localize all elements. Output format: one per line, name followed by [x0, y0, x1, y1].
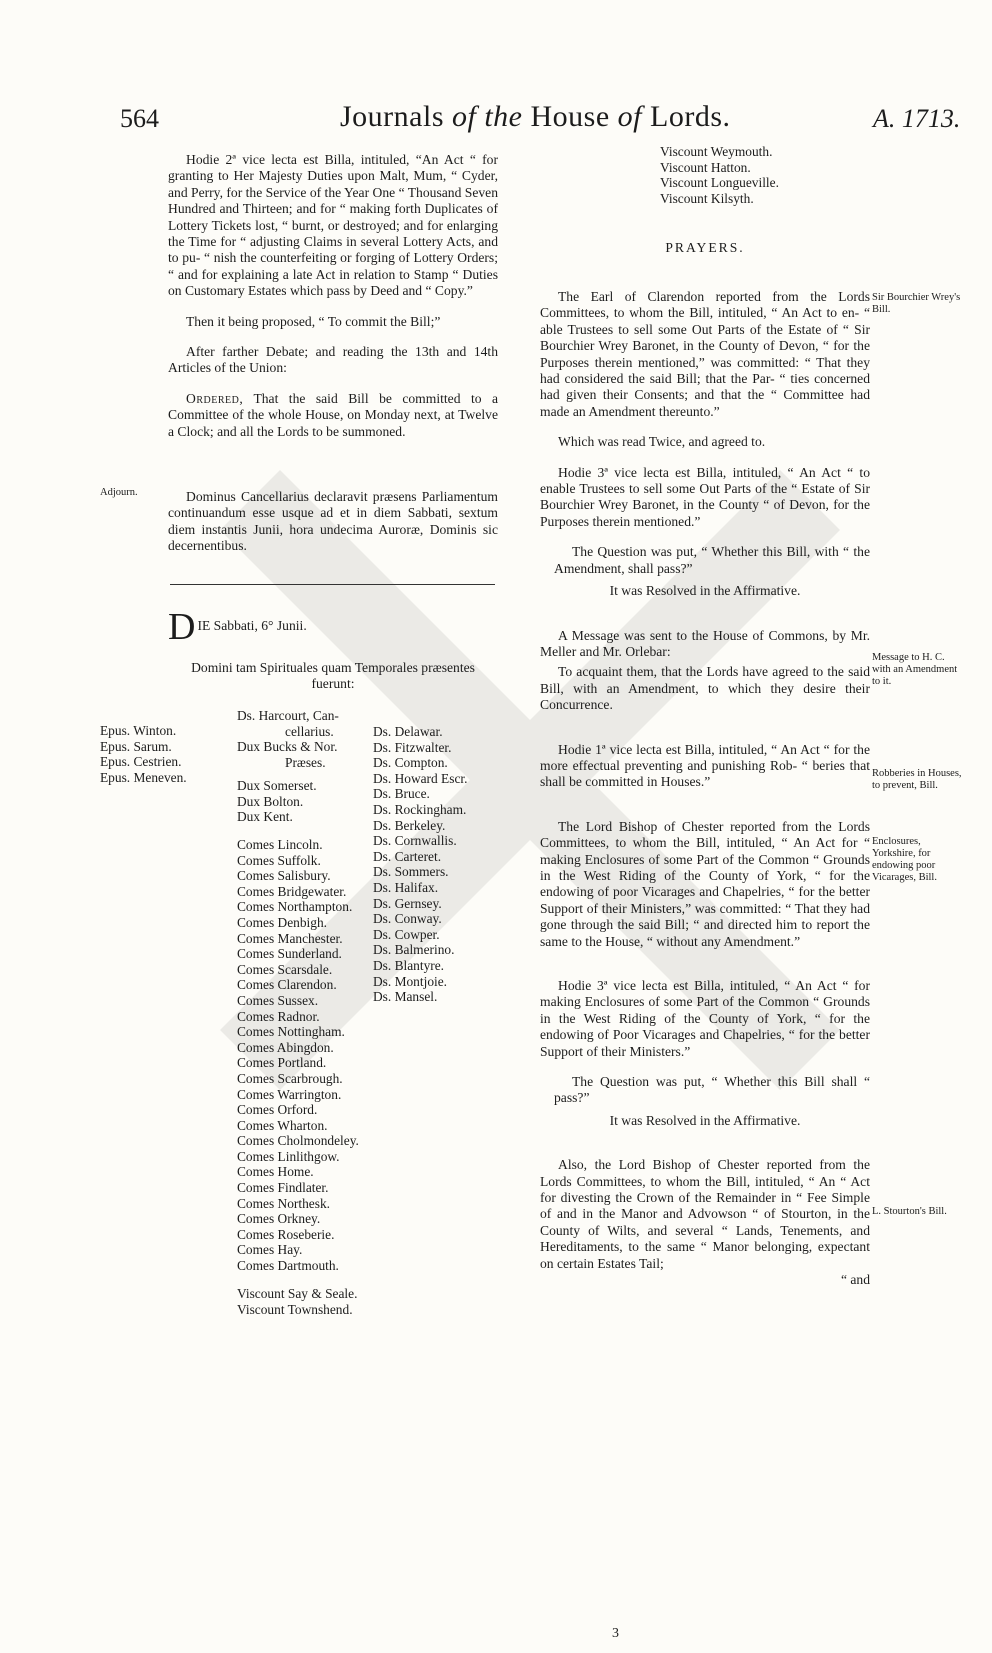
- list-item: Ds. Delawar.: [373, 724, 443, 739]
- bishops-list: [100, 723, 187, 785]
- officers-list: [237, 708, 339, 770]
- list-item: Ds. Cornwallis.: [373, 833, 457, 849]
- margin-note: L. Stourton's Bill.: [872, 1206, 947, 1217]
- earls-list: [237, 837, 359, 1274]
- list-item: Ds. Harcourt, Can-: [237, 708, 339, 723]
- signature-mark: 3: [612, 1626, 619, 1641]
- list-item: Viscount Townshend.: [237, 1301, 353, 1317]
- list-item: Ds. Cowper.: [373, 926, 440, 942]
- paragraph: To acquaint them, that the Lords have agreed to the said Bill, with an Amendment, to which they desire their Concurrence.: [540, 664, 870, 713]
- list-item: Ds. Conway.: [373, 911, 442, 927]
- list-item: Ds. Compton.: [373, 755, 448, 771]
- list-item: cellarius.: [285, 723, 334, 739]
- left-column: [168, 152, 498, 440]
- margin-note: Sir Bourchier Wrey's Bill.: [872, 292, 961, 315]
- paragraph: Hodie 3ª vice lecta est Billa, intituled, “ An Act “ for making Enclosures of some Part of the Common “ Grounds in the West Riding of the County of York, “ for the endowing of Poor Vicarages and Chapelries, “ for the better Support of their Ministers.”: [540, 978, 870, 1059]
- list-item: Comes Cholmondeley.: [237, 1133, 359, 1149]
- list-item: Comes Roseberie.: [237, 1226, 335, 1242]
- list-item: Ds. Mansel.: [373, 989, 438, 1005]
- list-item: Epus. Meneven.: [100, 769, 187, 785]
- margin-note: Robberies in Houses, to prevent, Bill.: [872, 768, 962, 791]
- list-item: Epus. Sarum.: [100, 738, 172, 754]
- paragraph: A Message was sent to the House of Commons, by Mr. Meller and Mr. Orlebar:: [540, 627, 870, 659]
- list-item: Comes Orkney.: [237, 1211, 321, 1227]
- list-item: Ds. Rockingham.: [373, 801, 467, 817]
- year-label: A. 1713.: [873, 104, 961, 133]
- list-item: Comes Warrington.: [237, 1086, 342, 1102]
- list-item: Comes Bridgewater.: [237, 883, 347, 899]
- day-title: IE Sabbati, 6° Junii.: [197, 618, 307, 633]
- list-item: Comes Radnor.: [237, 1008, 320, 1024]
- list-item: Comes Salisbury.: [237, 868, 331, 884]
- paragraph: Then it being proposed, “ To commit the Bill;”: [186, 313, 441, 329]
- paragraph: Hodie 2ª vice lecta est Billa, intituled, “An Act “ for granting to Her Majesty Duties upon Malt, Mum, “ Cyder, and Perry, for the Service of the Year One “ Thousand Seven Hundred and Thirteen; and for “ making forth Duplicates of Lottery Tickets lost, “ burnt, or destroyed; and for enlarging the Time for “ adjusting Claims in several Lottery Acts, and to pu- “ nish the counterfeiting or forging of Lottery Orders; “ and for explaining a late Act in relation to Stamp “ Duties on Customary Estates which pass by Deed and “ Copy.”: [168, 152, 498, 299]
- list-item: Ds. Bruce.: [373, 786, 430, 802]
- list-item: Comes Linlithgow.: [237, 1148, 340, 1164]
- list-item: Viscount Hatton.: [660, 159, 751, 175]
- list-item: Præses.: [285, 754, 326, 770]
- list-item: Ds. Carteret.: [373, 848, 442, 864]
- margin-note: Adjourn.: [100, 487, 138, 498]
- day-heading: [168, 606, 498, 648]
- margin-note: Enclosures, Yorkshire, for endowing poor Vicarages, Bill.: [872, 836, 937, 883]
- journal-title: Journals of the House of Lords.: [340, 100, 731, 133]
- list-item: Ds. Howard Escr.: [373, 770, 468, 786]
- right-column: [540, 289, 870, 1289]
- paragraph: Hodie 3ª vice lecta est Billa, intituled, “ An Act “ to enable Trustees to sell some Out Parts of the “ Estate of Sir Bourchier Wrey Baronet, in the County “ of Devon, for the Purposes therein mentioned.”: [540, 464, 870, 529]
- list-item: Comes Hay.: [237, 1242, 303, 1258]
- list-item: Ds. Sommers.: [373, 864, 449, 880]
- barons-list: [373, 724, 467, 1005]
- list-item: Comes Northesk.: [237, 1195, 330, 1211]
- list-item: Comes Manchester.: [237, 930, 343, 946]
- list-item: Viscount Kilsyth.: [660, 190, 754, 206]
- list-item: Ds. Fitzwalter.: [373, 739, 452, 755]
- paragraph: It was Resolved in the Affirmative.: [609, 1112, 801, 1128]
- present-heading: Domini tam Spirituales quam Temporales præsentes fuerunt:: [191, 660, 475, 692]
- page-header: [0, 96, 992, 146]
- list-item: Ds. Balmerino.: [373, 942, 455, 958]
- list-item: Comes Clarendon.: [237, 977, 337, 993]
- drop-cap: D: [168, 606, 196, 648]
- list-item: Viscount Longueville.: [660, 175, 779, 191]
- viscounts-list-continued: [660, 144, 779, 206]
- paragraph: The Question was put, “ Whether this Bill, with “ the Amendment, shall pass?”: [554, 544, 870, 576]
- dukes-list: [237, 778, 317, 825]
- list-item: Dux Kent.: [237, 809, 293, 825]
- paragraph: Also, the Lord Bishop of Chester reported from the Lords Committees, to whom the Bill, intituled, “ An “ Act for divesting the Crown of the Remainder in “ Fee Simple of and in the Manor and Advowson “ of Stourton, in the County of Wilts, and several “ Lands, Tenements, and Hereditaments, to the same “ Manor belonging, expectant on certain Estates Tail;: [540, 1157, 870, 1271]
- list-item: Dux Bucks & Nor.: [237, 739, 338, 755]
- list-item: Comes Scarsdale.: [237, 961, 333, 977]
- list-item: Comes Portland.: [237, 1055, 327, 1071]
- list-item: Ds. Montjoie.: [373, 973, 448, 989]
- viscounts-list: [237, 1286, 357, 1317]
- list-item: Comes Wharton.: [237, 1117, 328, 1133]
- list-item: Comes Lincoln.: [237, 837, 323, 852]
- paragraph: The Question was put, “ Whether this Bill shall “ pass?”: [554, 1074, 870, 1106]
- list-item: Comes Scarbrough.: [237, 1070, 343, 1086]
- paragraph: It was Resolved in the Affirmative.: [609, 583, 801, 599]
- list-item: Viscount Weymouth.: [660, 144, 773, 159]
- list-item: Comes Abingdon.: [237, 1039, 334, 1055]
- list-item: Ds. Halifax.: [373, 879, 439, 895]
- list-item: Comes Northampton.: [237, 899, 353, 915]
- list-item: Ds. Berkeley.: [373, 817, 446, 833]
- paragraph: Dominus Cancellarius declaravit præsens Parliamentum continuandum esse usque ad et in diem Sabbati, sextum diem instantis Junii, hora undecima Auroræ, Dominis sic decernentibus.: [168, 489, 498, 554]
- page-number: 564: [120, 104, 159, 133]
- list-item: Dux Bolton.: [237, 793, 304, 809]
- list-item: Comes Orford.: [237, 1102, 318, 1118]
- paragraph: The Earl of Clarendon reported from the Lords Committees, to whom the Bill, intituled, “ An Act to en- “ able Trustees to sell some Out Parts of the Estate of “ Sir Bourchier Wrey Baronet, in the County of Devon, “ for the Purposes therein mentioned,” was committed: “ That they had considered the said Bill; that the Par- “ ties concerned had given their Consents; and that the “ Committee had made an Amendment thereunto.”: [540, 289, 870, 419]
- prayers-heading: PRAYERS.: [665, 240, 745, 255]
- adjournment: [168, 489, 498, 555]
- list-item: Ds. Gernsey.: [373, 895, 442, 911]
- paragraph: The Lord Bishop of Chester reported from the Lords Committees, to whom the Bill, intituled, “ An Act for “ making Enclosures of some Part of the Common “ Grounds in the West Riding of the County of York, “ for the endowing of poor Vicarages and Chapelries, “ for the better Support of their Ministers,” was committed: “ That they had gone through the said Bill; “ and directed him to report the same to the House, “ without any Amendment.”: [540, 818, 870, 949]
- list-item: Comes Nottingham.: [237, 1024, 345, 1040]
- list-item: Dux Somerset.: [237, 778, 317, 793]
- section-divider: [170, 584, 495, 585]
- margin-note: Message to H. C. with an Amendment to it.: [872, 652, 958, 687]
- list-item: Ds. Blantyre.: [373, 957, 445, 973]
- list-item: Comes Findlater.: [237, 1180, 329, 1196]
- catchword: “ and: [840, 1272, 870, 1288]
- list-item: Comes Sussex.: [237, 992, 319, 1008]
- paragraph: Hodie 1ª vice lecta est Billa, intituled, “ An Act “ for the more effectual preventing and punishing Rob- “ beries that shall be committed in Houses.”: [540, 741, 870, 790]
- paragraph: After farther Debate; and reading the 13th and 14th Articles of the Union:: [168, 344, 498, 376]
- list-item: Epus. Cestrien.: [100, 754, 182, 770]
- list-item: Comes Home.: [237, 1164, 314, 1180]
- list-item: Viscount Say & Seale.: [237, 1286, 358, 1301]
- list-item: Comes Dartmouth.: [237, 1258, 339, 1274]
- list-item: Comes Sunderland.: [237, 946, 342, 962]
- paragraph: Which was read Twice, and agreed to.: [558, 434, 766, 450]
- list-item: Epus. Winton.: [100, 723, 177, 738]
- paragraph: Ordered, That the said Bill be committed to a Committee of the whole House, on Monday next, at Twelve a Clock; and all the Lords to be summoned.: [168, 390, 498, 439]
- list-item: Comes Suffolk.: [237, 852, 321, 868]
- list-item: Comes Denbigh.: [237, 914, 328, 930]
